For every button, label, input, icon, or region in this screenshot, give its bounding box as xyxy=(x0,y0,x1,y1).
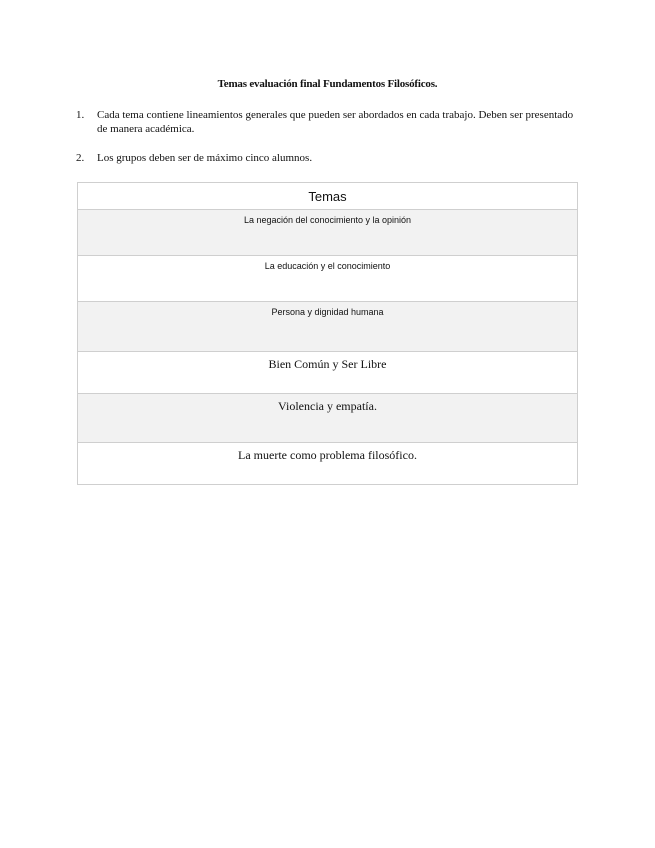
topics-table xyxy=(77,182,578,485)
topic-cell: La muerte como problema filosófico. xyxy=(78,443,578,485)
instruction-item xyxy=(76,108,586,136)
instruction-text: Los grupos deben ser de máximo cinco alumnos. xyxy=(97,152,313,164)
table-header: Temas xyxy=(78,183,578,210)
table-row xyxy=(78,256,578,302)
table-row xyxy=(78,210,578,256)
instruction-number: 2. xyxy=(76,152,85,164)
table-header-row xyxy=(78,183,578,210)
topic-cell: La educación y el conocimiento xyxy=(78,256,578,302)
instruction-item xyxy=(76,151,586,165)
table-row xyxy=(78,443,578,485)
instruction-number: 1. xyxy=(76,109,85,121)
topic-cell: Bien Común y Ser Libre xyxy=(78,352,578,394)
instruction-text: Cada tema contiene lineamientos generales que pueden ser abordados en cada trabajo. Deben ser presentado de manera académica. xyxy=(97,109,574,135)
table-row xyxy=(78,352,578,394)
table-row xyxy=(78,394,578,443)
instructions-list xyxy=(76,108,586,180)
topic-cell: Violencia y empatía. xyxy=(78,394,578,443)
document-title: Temas evaluación final Fundamentos Filosóficos. xyxy=(217,78,438,90)
topic-cell: Persona y dignidad humana xyxy=(78,302,578,352)
topic-cell: La negación del conocimiento y la opinión xyxy=(78,210,578,256)
table-row xyxy=(78,302,578,352)
